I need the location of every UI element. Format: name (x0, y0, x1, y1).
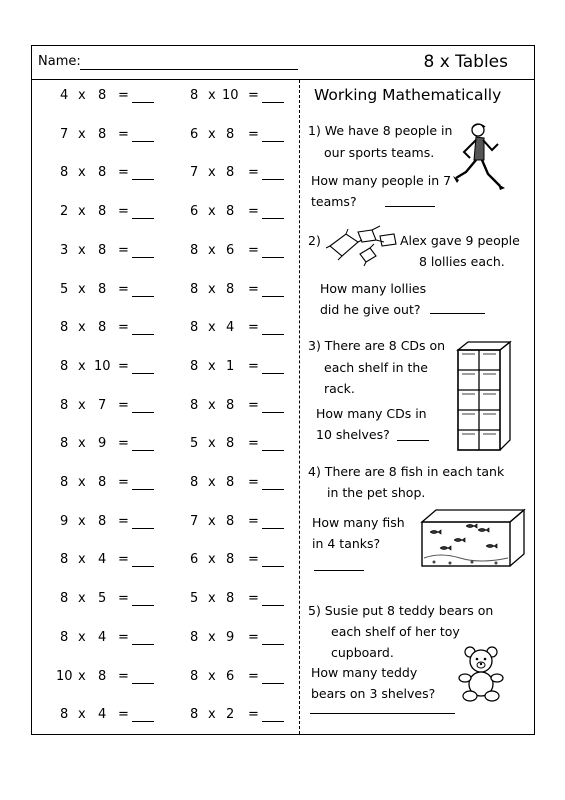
times-sign: x (208, 165, 216, 181)
times-sign: x (78, 88, 86, 103)
q4-line-1: 4) There are 8 fish in each tank (308, 464, 505, 479)
q2-line-1: Alex gave 9 people (400, 233, 520, 248)
problem-row (46, 512, 313, 534)
equals-sign: = (248, 629, 259, 645)
problem-row (46, 163, 313, 185)
first-number: 8 (60, 552, 69, 568)
equals-sign: = (118, 668, 129, 684)
times-sign: x (208, 707, 216, 723)
problem-row (46, 86, 313, 108)
equals-sign: = (248, 591, 259, 607)
equals-sign: = (118, 242, 129, 258)
q1-line-3: How many people in 7 (311, 173, 452, 188)
q1-line-2: our sports teams. (324, 145, 435, 160)
times-sign: x (78, 668, 86, 684)
answer-blank[interactable] (132, 257, 154, 258)
equals-sign: = (248, 358, 259, 374)
equals-sign: = (248, 552, 259, 568)
equals-sign: = (248, 475, 259, 490)
times-sign: x (208, 358, 216, 374)
name-field[interactable] (80, 69, 298, 70)
equals-sign: = (118, 165, 129, 181)
first-number: 2 (60, 204, 69, 220)
answer-blank[interactable] (262, 489, 284, 490)
first-number: 8 (60, 397, 69, 413)
answer-blank[interactable] (132, 179, 154, 180)
problem-row (46, 202, 313, 224)
equals-sign: = (248, 513, 259, 529)
q3-answer-line[interactable] (397, 440, 429, 441)
problem-row (46, 357, 313, 379)
sheet-title: 8 x Tables (423, 52, 508, 72)
equals-sign: = (118, 126, 129, 142)
first-number: 8 (190, 242, 199, 258)
first-number: 10 (56, 668, 73, 684)
second-number: 6 (226, 668, 235, 684)
first-number: 8 (190, 397, 199, 413)
answer-blank[interactable] (262, 683, 284, 684)
times-sign: x (208, 242, 216, 258)
first-number: 8 (60, 436, 69, 452)
first-number: 8 (190, 320, 199, 336)
q4-answer-line[interactable] (314, 570, 364, 571)
first-number: 8 (190, 475, 199, 490)
answer-blank[interactable] (262, 605, 284, 606)
times-sign: x (208, 668, 216, 684)
second-number: 8 (226, 591, 235, 607)
times-sign: x (208, 513, 216, 529)
q2-number: 2) (308, 233, 321, 248)
first-number: 8 (60, 591, 69, 607)
equals-sign: = (118, 552, 129, 568)
equals-sign: = (118, 281, 129, 297)
problem-row (46, 280, 313, 302)
answer-blank[interactable] (132, 566, 154, 567)
problem-row (46, 550, 313, 572)
times-sign: x (208, 126, 216, 142)
answer-blank[interactable] (132, 412, 154, 413)
first-number: 7 (60, 126, 69, 142)
answer-blank[interactable] (262, 566, 284, 567)
times-sign: x (78, 629, 86, 645)
second-number: 2 (226, 707, 235, 723)
problem-row (46, 628, 313, 650)
q2-line-4: did he give out? (320, 302, 421, 317)
answer-blank[interactable] (262, 218, 284, 219)
worksheet (31, 45, 535, 735)
times-sign: x (208, 281, 216, 297)
times-sign: x (78, 475, 86, 490)
first-number: 5 (190, 591, 199, 607)
times-sign: x (208, 475, 216, 490)
problem-row (46, 318, 313, 340)
q4-line-2: in the pet shop. (327, 485, 426, 500)
equals-sign: = (248, 242, 259, 258)
equals-sign: = (118, 629, 129, 645)
name-label: Name: (38, 54, 81, 69)
equals-sign: = (248, 88, 259, 103)
runner-icon (452, 122, 508, 194)
answer-blank[interactable] (132, 683, 154, 684)
second-number: 8 (98, 281, 107, 297)
first-number: 4 (60, 88, 69, 103)
second-number: 8 (226, 204, 235, 220)
second-number: 4 (98, 629, 107, 645)
first-number: 8 (190, 629, 199, 645)
times-sign: x (78, 320, 86, 336)
equals-sign: = (118, 88, 129, 103)
q3-line-1: 3) There are 8 CDs on (308, 338, 446, 353)
answer-blank[interactable] (262, 412, 284, 413)
second-number: 10 (222, 88, 239, 103)
first-number: 6 (190, 126, 199, 142)
cd-rack-icon (456, 340, 512, 452)
second-number: 4 (98, 552, 107, 568)
q2-line-2: 8 lollies each. (419, 254, 505, 269)
second-number: 9 (226, 629, 235, 645)
equals-sign: = (248, 204, 259, 220)
times-sign: x (208, 591, 216, 607)
equals-sign: = (118, 397, 129, 413)
q3-line-3: rack. (324, 381, 355, 396)
working-mathematically (300, 80, 534, 734)
times-sign: x (78, 165, 86, 181)
equals-sign: = (248, 165, 259, 181)
answer-blank[interactable] (132, 141, 154, 142)
second-number: 10 (94, 358, 111, 374)
second-number: 8 (226, 126, 235, 142)
times-sign: x (208, 629, 216, 645)
second-number: 8 (98, 126, 107, 142)
answer-blank[interactable] (132, 528, 154, 529)
second-number: 9 (98, 436, 107, 452)
times-sign: x (78, 358, 86, 374)
second-number: 8 (98, 668, 107, 684)
equals-sign: = (118, 204, 129, 220)
first-number: 9 (60, 513, 69, 529)
answer-blank[interactable] (262, 141, 284, 142)
times-sign: x (78, 707, 86, 723)
second-number: 1 (226, 358, 235, 374)
second-number: 8 (98, 204, 107, 220)
first-number: 8 (190, 281, 199, 297)
first-number: 8 (60, 320, 69, 336)
first-number: 8 (190, 668, 199, 684)
equals-sign: = (248, 707, 259, 723)
second-number: 8 (98, 475, 107, 490)
answer-blank[interactable] (132, 605, 154, 606)
equals-sign: = (248, 668, 259, 684)
q5-answer-line[interactable] (310, 713, 455, 714)
section-title: Working Mathematically (314, 86, 502, 104)
first-number: 5 (190, 436, 199, 452)
second-number: 8 (226, 475, 235, 490)
answer-blank[interactable] (132, 721, 154, 722)
q3-line-4: How many CDs in (316, 406, 427, 421)
first-number: 8 (190, 707, 199, 723)
q4-line-4: in 4 tanks? (312, 536, 381, 551)
second-number: 8 (98, 88, 107, 103)
times-sign: x (78, 281, 86, 297)
first-number: 8 (60, 707, 69, 723)
answer-blank[interactable] (132, 334, 154, 335)
first-number: 8 (190, 88, 199, 103)
equals-sign: = (118, 358, 129, 374)
answer-blank[interactable] (262, 296, 284, 297)
problem-row (46, 473, 313, 495)
second-number: 8 (98, 513, 107, 529)
q5-line-5: bears on 3 shelves? (311, 686, 436, 701)
answer-blank[interactable] (262, 373, 284, 374)
equals-sign: = (118, 513, 129, 529)
first-number: 5 (60, 281, 69, 297)
answer-blank[interactable] (132, 450, 154, 451)
q5-line-2: each shelf of her toy (331, 624, 460, 639)
equals-sign: = (118, 436, 129, 452)
times-sign: x (208, 552, 216, 568)
answer-blank[interactable] (262, 450, 284, 451)
second-number: 8 (226, 281, 235, 297)
times-sign: x (208, 320, 216, 336)
times-sign: x (78, 204, 86, 220)
fish-tank-icon (420, 508, 528, 568)
times-sign: x (78, 242, 86, 258)
answer-blank[interactable] (132, 373, 154, 374)
second-number: 8 (226, 436, 235, 452)
q1-answer-line[interactable] (385, 206, 435, 207)
answer-blank[interactable] (262, 257, 284, 258)
equals-sign: = (118, 320, 129, 336)
header (32, 46, 534, 80)
second-number: 6 (226, 242, 235, 258)
first-number: 8 (60, 358, 69, 374)
equals-sign: = (248, 126, 259, 142)
answer-blank[interactable] (262, 102, 284, 103)
teddy-bear-icon (456, 646, 506, 702)
times-sign: x (208, 88, 216, 103)
equals-sign: = (248, 281, 259, 297)
q4-line-3: How many fish (312, 515, 405, 530)
equals-sign: = (248, 436, 259, 452)
answer-blank[interactable] (132, 218, 154, 219)
times-sign: x (208, 436, 216, 452)
answer-blank[interactable] (262, 334, 284, 335)
second-number: 7 (98, 397, 107, 413)
second-number: 5 (98, 591, 107, 607)
q3-line-2: each shelf in the (324, 360, 428, 375)
problem-row (46, 589, 313, 611)
answer-blank[interactable] (262, 721, 284, 722)
q1-line-4: teams? (311, 194, 357, 209)
first-number: 7 (190, 165, 199, 181)
first-number: 7 (190, 513, 199, 529)
times-sign: x (78, 552, 86, 568)
equals-sign: = (248, 320, 259, 336)
equals-sign: = (118, 475, 129, 490)
answer-blank[interactable] (262, 644, 284, 645)
second-number: 8 (226, 552, 235, 568)
second-number: 4 (98, 707, 107, 723)
first-number: 6 (190, 552, 199, 568)
times-sign: x (208, 204, 216, 220)
first-number: 8 (190, 358, 199, 374)
equals-sign: = (118, 591, 129, 607)
first-number: 8 (60, 629, 69, 645)
answer-blank[interactable] (132, 644, 154, 645)
answer-blank[interactable] (132, 296, 154, 297)
q5-line-1: 5) Susie put 8 teddy bears on (308, 603, 494, 618)
second-number: 8 (226, 165, 235, 181)
q2-line-3: How many lollies (320, 281, 427, 296)
times-sign: x (78, 591, 86, 607)
second-number: 8 (98, 242, 107, 258)
answer-blank[interactable] (262, 528, 284, 529)
second-number: 8 (98, 165, 107, 181)
problem-row (46, 125, 313, 147)
problem-row (46, 705, 313, 727)
second-number: 4 (226, 320, 235, 336)
times-sign: x (78, 397, 86, 413)
first-number: 3 (60, 242, 69, 258)
answer-blank[interactable] (132, 489, 154, 490)
first-number: 8 (60, 165, 69, 181)
times-sign: x (78, 436, 86, 452)
q5-line-4: How many teddy (311, 665, 418, 680)
problem-row (46, 434, 313, 456)
second-number: 8 (226, 513, 235, 529)
q1-line-1: 1) We have 8 people in (308, 123, 453, 138)
second-number: 8 (226, 397, 235, 413)
problem-row (46, 396, 313, 418)
equals-sign: = (248, 397, 259, 413)
q3-line-5: 10 shelves? (316, 427, 390, 442)
problem-row (46, 667, 313, 689)
q5-line-3: cupboard. (331, 645, 394, 660)
lollies-icon (324, 224, 400, 268)
answer-blank[interactable] (132, 102, 154, 103)
second-number: 8 (98, 320, 107, 336)
equals-sign: = (118, 707, 129, 723)
first-number: 8 (60, 475, 69, 490)
problem-row (46, 241, 313, 263)
times-sign: x (208, 397, 216, 413)
times-sign: x (78, 126, 86, 142)
times-sign: x (78, 513, 86, 529)
q2-answer-line[interactable] (430, 313, 485, 314)
first-number: 6 (190, 204, 199, 220)
answer-blank[interactable] (262, 179, 284, 180)
